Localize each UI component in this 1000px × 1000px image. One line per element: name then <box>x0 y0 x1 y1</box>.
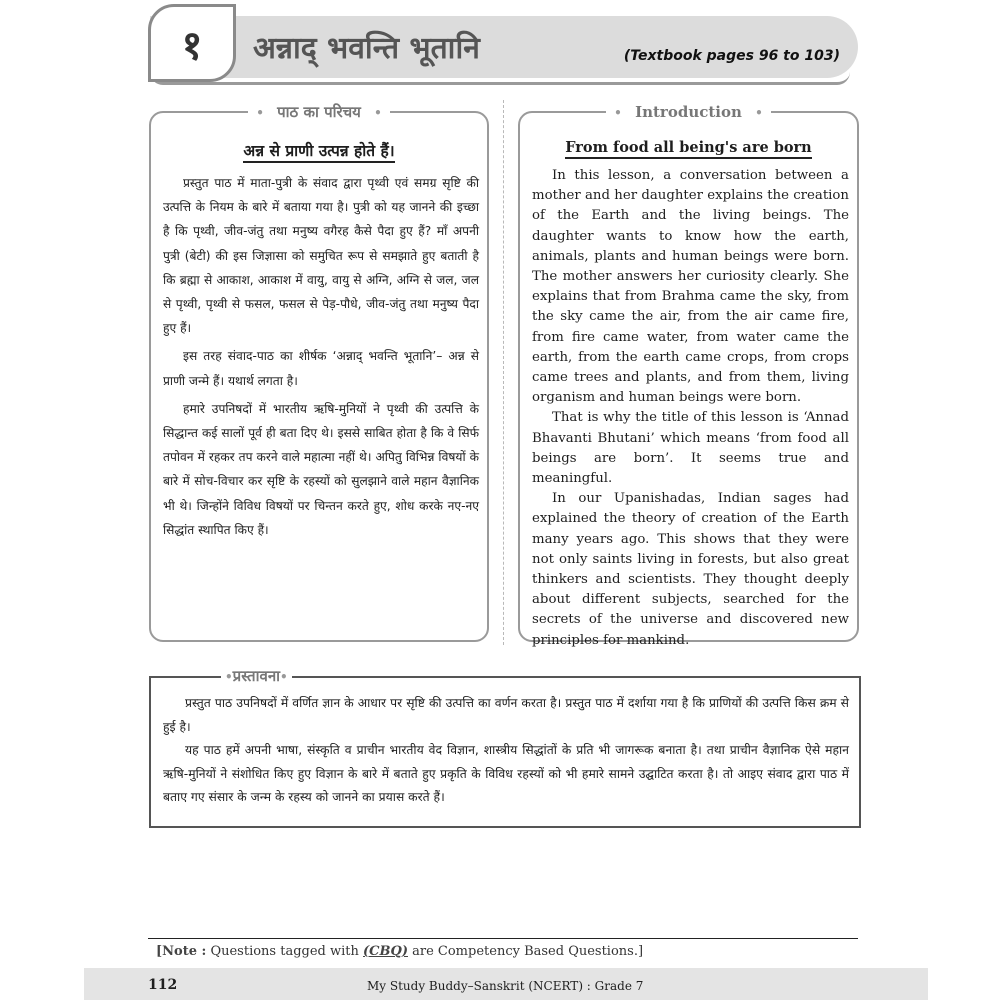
hindi-introduction-label: • पाठ का परिचय • <box>151 102 487 122</box>
english-introduction-box <box>518 103 859 648</box>
hindi-introduction-body <box>151 171 487 542</box>
paragraph: हमारे उपनिषदों में भारतीय ऋषि-मुनियों ने पृथ्वी की उत्पत्ति के सिद्धान्त कई सालों पूर्व ही बता दिए थे। इससे साबित होता है कि वे सिर्फ तपोवन में रहकर तप करने वाले महात्मा नहीं थे। अपितु विभिन्न विषयों के बारे में सोच-विचार कर सृष्टि के रहस्यों को सुलझाने वाले महान वैज्ञानिक भी थे। जिन्होंने विविध विषयों पर चिन्तन करते हुए, शोध करके नए-नए सिद्धांत स्थापित किए हैं। <box>163 401 479 537</box>
chapter-title: अन्नाद् भवन्ति भूतानि <box>253 31 480 66</box>
prastavana-box <box>149 667 861 828</box>
english-introduction-heading: From food all being's are born <box>520 139 857 156</box>
page-number: 112 <box>148 977 178 993</box>
book-title: My Study Buddy–Sanskrit (NCERT) : Grade 7 <box>367 979 644 993</box>
paragraph: That is why the title of this lesson is ‘Annad Bhavanti Bhutani’ which means ‘from food all beings are born’. It seems true and meaningful. <box>532 410 849 487</box>
hindi-introduction-heading: अन्न से प्राणी उत्पन्न होते हैं। <box>151 139 487 161</box>
english-introduction-label: • Introduction • <box>520 102 857 121</box>
note-divider <box>148 938 858 939</box>
cbq-note: [Note : Questions tagged with (CBQ) are Competency Based Questions.] <box>156 944 644 959</box>
paragraph: In our Upanishadas, Indian sages had explained the theory of creation of the Earth many years ago. This shows that they were not only saints living in forests, but also great thinkers and scientists. They thought deeply about different subjects, searched for the secrets of the universe and discovered new principles for mankind. <box>532 491 849 648</box>
paragraph: यह पाठ हमें अपनी भाषा, संस्कृति व प्राचीन भारतीय वेद विज्ञान, शास्त्रीय सिद्धांतों के प्रति भी जागरूक बनाता है। तथा प्राचीन वैज्ञानिक ऐसे महान ऋषि-मुनियों ने संशोधित किए हुए विज्ञान के बारे में बताते हुए प्रकृति के विविध रहस्यों को भी हमारे सामने उद्घाटित करता है। तो आइए संवाद द्वारा पाठ में बताए गए संसार के जन्म के रहस्य को जानने का प्रयास करते हैं। <box>163 743 849 804</box>
paragraph: इस तरह संवाद-पाठ का शीर्षक ‘अन्नाद् भवन्ति भूतानि’– अन्न से प्राणी जन्मे हैं। यथार्थ लगता है। <box>163 349 479 388</box>
prastavana-label: •प्रस्तावना• <box>221 666 292 686</box>
textbook-pages-reference: (Textbook pages 96 to 103) <box>623 48 840 64</box>
paragraph: प्रस्तुत पाठ में माता-पुत्री के संवाद द्वारा पृथ्वी एवं समग्र सृष्टि की उत्पत्ति के नियम के बारे में बताया गया है। पुत्री को यह जानने की इच्छा है कि पृथ्वी, जीव-जंतु तथा मनुष्य वगैरह कैसे पैदा हुए हैं? माँ अपनी पुत्री (बेटी) की इस जिज्ञासा को समुचित रूप से समझाते हुए बताती है कि ब्रह्मा से आकाश, आकाश में वायु, वायु से अग्नि, अग्नि से जल, जल से पृथ्वी, पृथ्वी से फसल, फसल से पेड़-पौधे, जीव-जंतु तथा मनुष्य पैदा हुए हैं। <box>163 176 479 336</box>
paragraph: प्रस्तुत पाठ उपनिषदों में वर्णित ज्ञान के आधार पर सृष्टि की उत्पत्ति का वर्णन करता है। प्रस्तुत पाठ में दर्शाया गया है कि प्राणियों की उत्पत्ति किस क्रम से हुई है। <box>163 696 849 734</box>
column-divider <box>503 100 504 645</box>
english-introduction-body <box>520 166 857 651</box>
paragraph: In this lesson, a conversation between a mother and her daughter explains the creation of the Earth and the living beings. The daughter wants to know how the earth, animals, plants and human beings were born. The mother answers her curiosity clearly. She explains that from Brahma came the sky, from the sky came the air, from the air came fire, from fire came water, from water came the earth, from the earth came crops, from crops came trees and plants, and from them, living organism and human beings were born. <box>532 168 849 406</box>
hindi-introduction-box <box>149 103 489 642</box>
prastavana-body <box>151 678 859 810</box>
chapter-number: १ <box>148 4 236 82</box>
header-underline <box>150 72 850 85</box>
